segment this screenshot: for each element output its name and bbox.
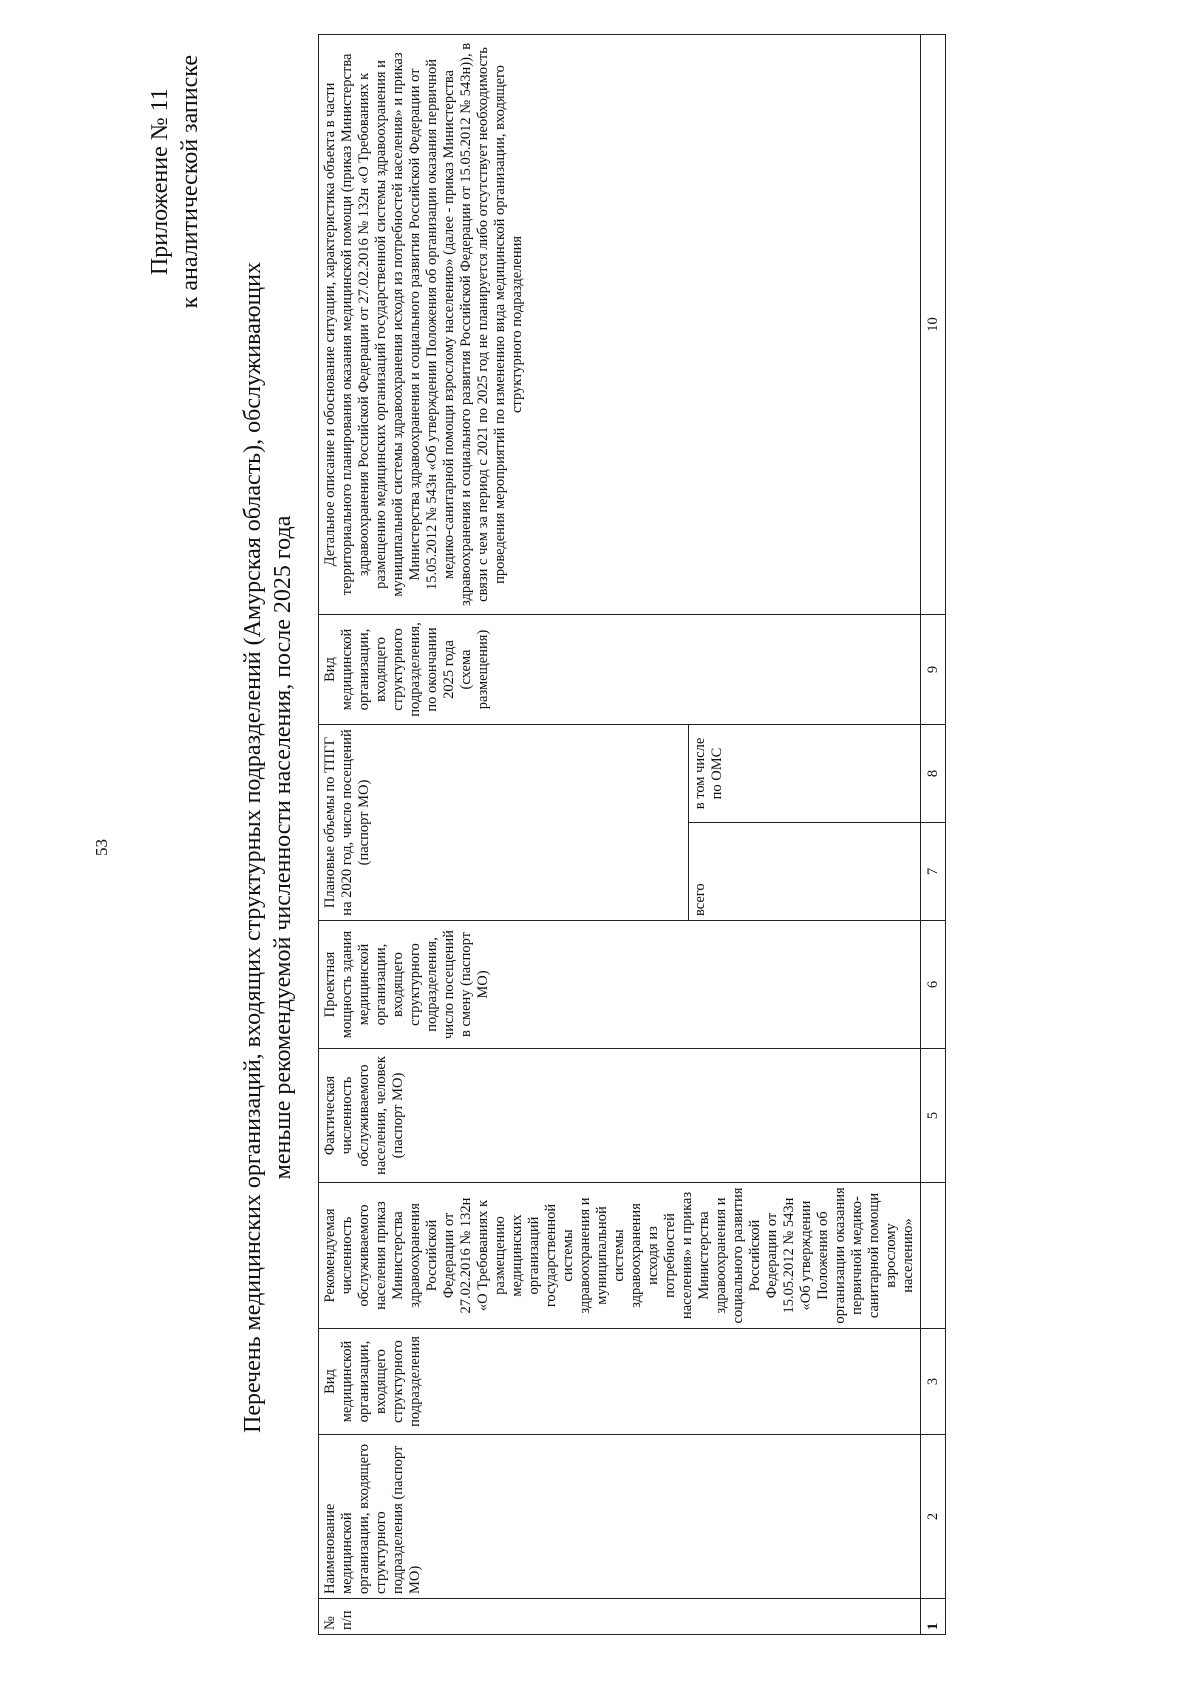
column-number-7: 7 [921, 823, 946, 921]
header-design-capacity: Проектная мощность здания медицинской организации, входящего структурного подразделения, число посещений в смену (паспорт МО) [319, 921, 921, 1049]
header-including-oms: в том числе по ОМС [689, 724, 921, 822]
column-number-3: 3 [921, 1329, 946, 1435]
document-title [238, 200, 298, 1495]
column-number-2: 2 [921, 1435, 946, 1599]
header-actual-population: Фактическая численность обслуживаемого населения, человек (паспорт МО) [319, 1049, 921, 1183]
appendix-heading [145, 55, 205, 308]
column-number-6: 6 [921, 921, 946, 1049]
organizations-table [318, 34, 946, 1635]
title-line-2: меньше рекомендуемой численности населения, после 2025 года [270, 515, 296, 1180]
column-number-9: 9 [921, 614, 946, 724]
header-planned-volumes: Плановые объемы по ТПГГ на 2020 год, число посещений (паспорт МО) [319, 724, 689, 920]
page-number: 53 [92, 839, 111, 856]
column-number-row [921, 34, 946, 1634]
header-total: всего [689, 823, 921, 921]
column-number-4 [921, 1183, 946, 1329]
column-number-10: 10 [921, 34, 946, 614]
header-detailed-description: Детальное описание и обоснование ситуации, характеристика объекта в части территориального планирования оказания медицинской помощи (приказ Министерства здравоохранения Российской Федерации от 27.02.2016 № 132н «О Требованиях к размещению медицинских организаций государственной системы здравоохранения и муниципальной системы здравоохранения исходя из потребностей населения» и приказ Министерства здравоохранения и социального развития Российской Федерации от 15.05.2012 № 543н «Об утверждении Положения об организации оказания первичной медико-санитарной помощи взрослому населению» (далее - приказ Министерства здравоохранения и социального развития Российской Федерации от 15.05.2012 № 543н)), в связи с чем за период с 2021 по 2025 год не планируется либо отсутствует необходимость проведения мероприятий по изменению вида медицинской организации, входящего структурного подразделения [319, 34, 921, 614]
header-type-after-2025: Вид медицинской организации, входящего структурного подразделения, по окончании 2025 года (схема размещения) [319, 614, 921, 724]
header-number: № п/п [319, 1599, 921, 1635]
header-row [319, 34, 689, 1634]
column-number-1: 1 [921, 1599, 946, 1635]
appendix-line-2: к аналитической записке [177, 55, 203, 309]
appendix-line-1: Приложение № 11 [147, 88, 173, 276]
header-recommended-population: Рекомендуемая численность обслуживаемого населения приказ Министерства здравоохранения Российской Федерации от 27.02.2016 № 132н «О Требованиях к размещению медицинских организаций государственной системы здравоохранения и муниципальной системы здравоохранения исходя из потребностей населения» и приказ Министерства здравоохранения и социального развития Российской Федерации от 15.05.2012 № 543н «Об утверждении Положения об организации оказания первичной медико-санитарной помощи взрослому населению» [319, 1183, 921, 1329]
column-number-8: 8 [921, 724, 946, 822]
header-organization-name: Наименование медицинской организации, входящего структурного подразделения (паспорт МО) [319, 1435, 921, 1599]
header-organization-type: Вид медицинской организации, входящего структурного подразделения [319, 1329, 921, 1435]
column-number-5: 5 [921, 1049, 946, 1183]
title-line-1: Перечень медицинских организаций, входящих структурных подразделений (Амурская область), обслуживающих [240, 262, 266, 1433]
